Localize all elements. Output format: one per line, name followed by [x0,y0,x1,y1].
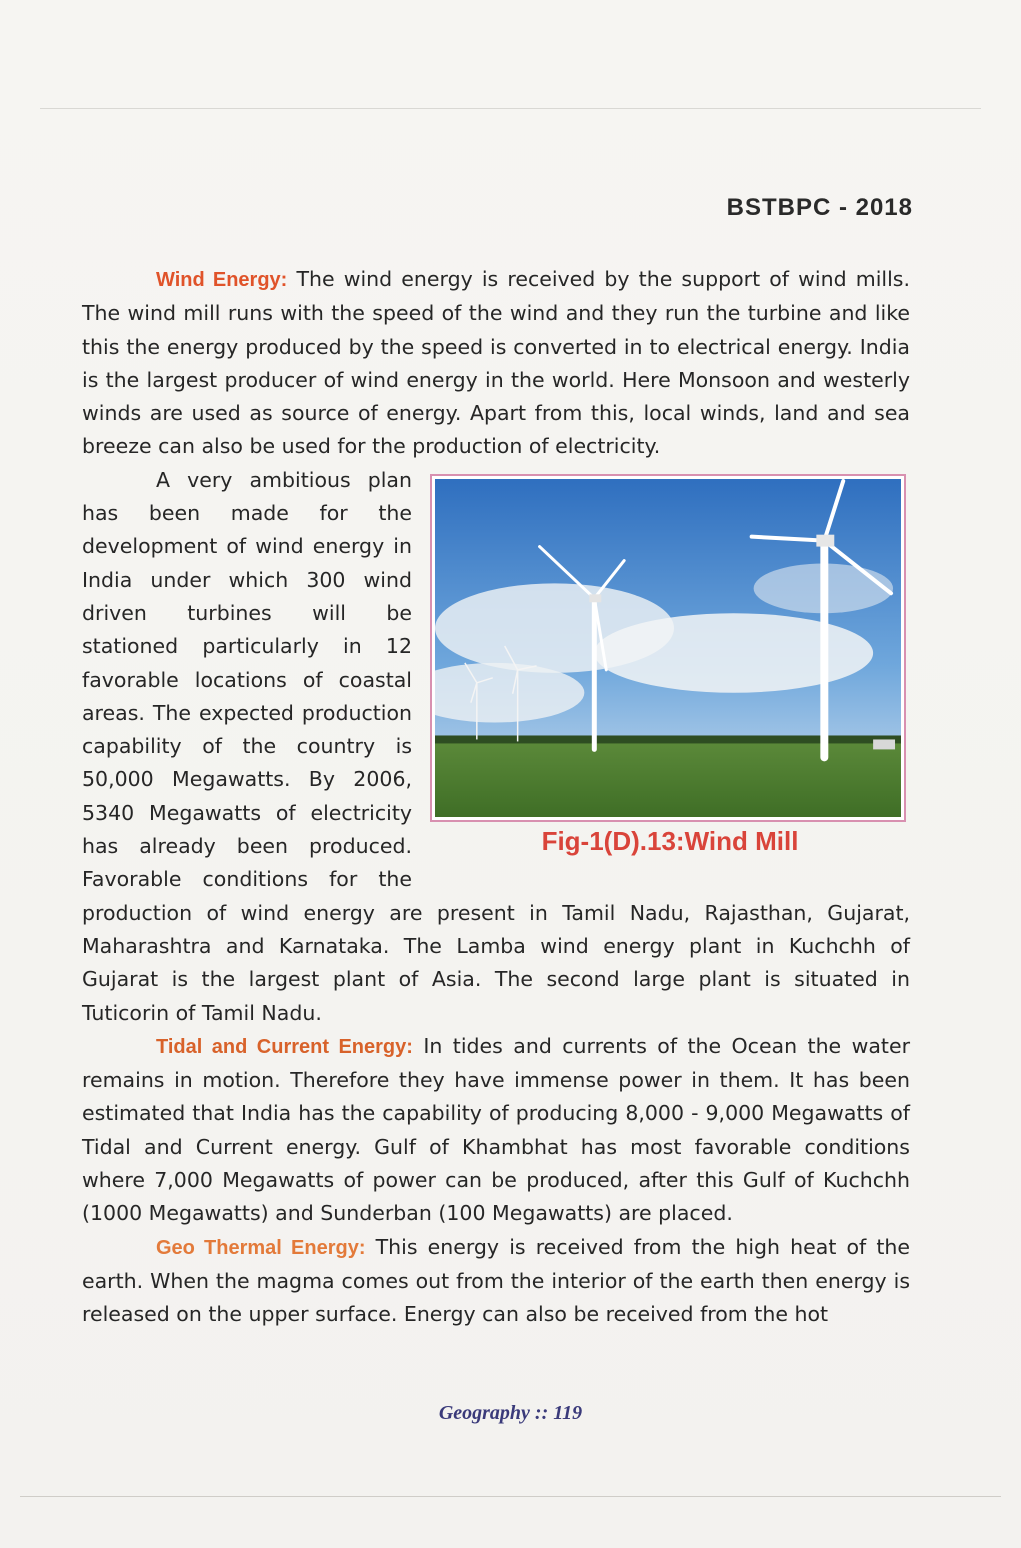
wind-energy-plan-text: A very ambitious plan has been made for the development of wind energy in India under which 300 wind driven turbines will be stationed particularly in 12 favorable locations of coastal areas. The expected production capability of the country is 50,000 Megawatts. By 2006, 5340 Megawatts of electricity has already been produced. Favorable conditions for the production of wind energy are present in Tamil Nadu, Rajasthan, Gujarat, Maharashtra and Karnataka. The Lamba wind energy plant in Kuchchh of Gujarat is the largest plant of Asia. The second large plant is situated in Tuticorin of Tamil Nadu. [82,467,910,1025]
geo-thermal-heading: Geo Thermal Energy: [156,1236,366,1259]
header-code: BSTBPC - 2018 [726,194,913,221]
wind-mill-figure [430,474,910,858]
wind-energy-text: The wind energy is received by the support of wind mills. The wind mill runs with the speed of the wind and they run the turbine and like this the energy produced by the speed is converted in to electrical energy. India is the largest producer of wind energy in the world. Here Monsoon and westerly winds are used as source of energy. Apart from this, local winds, land and sea breeze can also be used for the production of electricity. [82,267,910,459]
scan-edge-bottom [20,1496,1001,1497]
wind-energy-heading: Wind Energy: [156,269,288,291]
scan-edge-top [40,108,981,109]
tidal-energy-heading: Tidal and Current Energy: [156,1035,413,1058]
page-footer: Geography :: 119 [438,1402,583,1424]
geo-thermal-text: This energy is received from the high heat of the earth. When the magma comes out from the interior of the earth then energy is released on the upper surface. Energy can also be received from the hot [82,1234,911,1327]
geo-thermal-paragraph [82,1231,910,1332]
wind-turbine-photo-icon [435,479,901,817]
figure-frame [430,474,906,822]
tidal-energy-text: In tides and currents of the Ocean the water remains in motion. Therefore they have immense power in them. It has been estimated that India has the capability of producing 8,000 - 9,000 Megawatts of Tidal and Current energy. Gulf of Khambhat has most favorable conditions where 7,000 Megawatts of power can be produced, after this Gulf of Kuchchh (1000 Megawatts) and Sunderban (100 Megawatts) are placed. [82,1033,910,1226]
page-content [82,263,910,1332]
figure-caption: Fig-1(D).13:Wind Mill [541,825,799,856]
tidal-energy-paragraph [82,1030,910,1231]
